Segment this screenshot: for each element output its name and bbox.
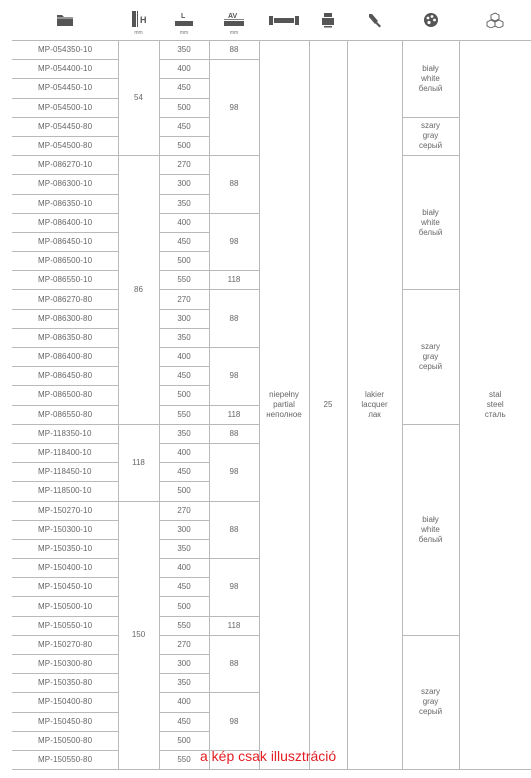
multiline-text: серый: [418, 362, 443, 372]
folder-icon: [56, 13, 74, 27]
header-length-cell: [159, 0, 209, 40]
product-code: MP-150400-80: [12, 693, 118, 712]
multiline-text: szary: [420, 121, 441, 131]
multiline-text: stal: [489, 390, 502, 400]
multiline-text: серый: [418, 141, 443, 151]
length-value: 400: [159, 443, 209, 462]
av-value: 88: [209, 290, 259, 348]
length-value: 450: [159, 79, 209, 98]
product-code: MP-118450-10: [12, 463, 118, 482]
length-value: 450: [159, 367, 209, 386]
product-code: MP-118500-10: [12, 482, 118, 501]
av-value: 98: [209, 693, 259, 751]
length-value: 350: [159, 194, 209, 213]
av-value: 118: [209, 405, 259, 424]
multiline-text: lakier: [364, 390, 385, 400]
multiline-text: steel: [486, 400, 504, 410]
av-value: 88: [209, 501, 259, 559]
product-code: MP-118350-10: [12, 424, 118, 443]
color-value: [402, 290, 459, 424]
product-code: MP-086350-80: [12, 328, 118, 347]
product-code: MP-150300-10: [12, 520, 118, 539]
color-value: [402, 424, 459, 635]
length-letter: L: [181, 13, 186, 20]
length-value: 400: [159, 559, 209, 578]
length-value: 550: [159, 750, 209, 769]
product-code: MP-086300-10: [12, 175, 118, 194]
material-cubes-icon: [485, 12, 505, 28]
product-code: MP-086550-10: [12, 271, 118, 290]
multiline-text: белый: [418, 227, 443, 237]
color-palette-icon: [423, 12, 439, 28]
product-code: MP-150500-80: [12, 731, 118, 750]
header-color-cell: [402, 0, 459, 40]
product-code: MP-086450-80: [12, 367, 118, 386]
length-value: 550: [159, 405, 209, 424]
multiline-text: szary: [420, 342, 441, 352]
length-value: 450: [159, 117, 209, 136]
length-value: 270: [159, 635, 209, 654]
product-code: MP-150270-10: [12, 501, 118, 520]
av-value: 98: [209, 443, 259, 501]
height-value: 118: [118, 424, 159, 501]
length-value: 270: [159, 290, 209, 309]
av-value: 118: [209, 616, 259, 635]
length-value: 350: [159, 539, 209, 558]
product-code: MP-054450-10: [12, 79, 118, 98]
length-value: 300: [159, 655, 209, 674]
color-value: [402, 41, 459, 118]
length-value: 400: [159, 348, 209, 367]
multiline-text: белый: [418, 534, 443, 544]
product-code: MP-086500-10: [12, 252, 118, 271]
product-code: MP-086550-80: [12, 405, 118, 424]
product-code: MP-150400-10: [12, 559, 118, 578]
product-table: [12, 40, 531, 770]
av-value: 98: [209, 559, 259, 617]
length-value: 300: [159, 175, 209, 194]
color-value: [402, 156, 459, 290]
length-value: 270: [159, 156, 209, 175]
multiline-text: серый: [418, 707, 443, 717]
product-code: MP-086270-10: [12, 156, 118, 175]
length-value: 400: [159, 60, 209, 79]
product-code: MP-086300-80: [12, 309, 118, 328]
header-extension-cell: [259, 0, 309, 40]
multiline-text: gray: [422, 131, 439, 141]
av-value: 88: [209, 156, 259, 214]
finish-value: [347, 41, 402, 770]
product-code: MP-150350-80: [12, 674, 118, 693]
header-av-cell: [209, 0, 259, 40]
length-value: 550: [159, 616, 209, 635]
multiline-text: white: [421, 524, 440, 534]
product-code: MP-118400-10: [12, 443, 118, 462]
length-value: 450: [159, 578, 209, 597]
table-header: [12, 0, 531, 40]
product-code: MP-086450-10: [12, 232, 118, 251]
product-code: MP-086400-80: [12, 348, 118, 367]
product-code: MP-086400-10: [12, 213, 118, 232]
length-value: 350: [159, 674, 209, 693]
multiline-text: szary: [420, 687, 441, 697]
product-code: MP-054500-80: [12, 136, 118, 155]
length-value: 300: [159, 309, 209, 328]
product-code: MP-054450-80: [12, 117, 118, 136]
capacity-value: 25: [309, 41, 347, 770]
product-code: MP-150550-10: [12, 616, 118, 635]
av-value: 98: [209, 348, 259, 406]
multiline-text: неполное: [266, 410, 302, 420]
product-code: MP-086270-80: [12, 290, 118, 309]
load-capacity-icon: [321, 12, 335, 28]
av-unit: mm: [229, 30, 239, 36]
length-value: 500: [159, 386, 209, 405]
length-value: 500: [159, 731, 209, 750]
length-value: 500: [159, 597, 209, 616]
product-code: MP-054500-10: [12, 98, 118, 117]
height-value: 150: [118, 501, 159, 770]
product-code: MP-150300-80: [12, 655, 118, 674]
extension-icon: [268, 13, 300, 27]
av-value: 88: [209, 424, 259, 443]
multiline-text: gray: [422, 352, 439, 362]
header-finish-cell: [347, 0, 402, 40]
av-value: 98: [209, 60, 259, 156]
length-value: 500: [159, 482, 209, 501]
length-value: 500: [159, 136, 209, 155]
header-code-cell: [12, 0, 118, 40]
multiline-text: лак: [368, 410, 381, 420]
length-icon: [173, 10, 195, 30]
product-code: MP-150450-80: [12, 712, 118, 731]
header-capacity-cell: [309, 0, 347, 40]
product-code: MP-150550-80: [12, 750, 118, 769]
product-code: MP-086500-80: [12, 386, 118, 405]
multiline-text: biały: [422, 207, 439, 217]
length-value: 450: [159, 232, 209, 251]
color-value: [402, 117, 459, 155]
multiline-text: biały: [422, 63, 439, 73]
av-icon: [222, 10, 246, 30]
length-value: 270: [159, 501, 209, 520]
product-code: MP-150350-10: [12, 539, 118, 558]
product-code: MP-086350-10: [12, 194, 118, 213]
multiline-text: сталь: [484, 410, 506, 420]
length-value: 350: [159, 328, 209, 347]
material-value: [459, 41, 531, 770]
height-letter: H: [139, 15, 146, 25]
length-value: 500: [159, 98, 209, 117]
length-value: 450: [159, 463, 209, 482]
av-value: 118: [209, 271, 259, 290]
av-value: 88: [209, 635, 259, 693]
height-value: 86: [118, 156, 159, 425]
multiline-text: niepełny: [269, 390, 299, 400]
illustration-caption: a kép csak illusztráció: [200, 748, 337, 764]
length-value: 350: [159, 424, 209, 443]
multiline-text: biały: [422, 514, 439, 524]
length-unit: mm: [179, 30, 189, 36]
height-unit: mm: [134, 30, 143, 36]
av-value: 98: [209, 213, 259, 271]
length-value: 350: [159, 41, 209, 60]
length-value: 400: [159, 213, 209, 232]
height-icon: [128, 9, 150, 31]
multiline-text: gray: [422, 697, 439, 707]
height-value: 54: [118, 41, 159, 156]
product-code: MP-054350-10: [12, 41, 118, 60]
product-code: MP-054400-10: [12, 60, 118, 79]
header-height-cell: [118, 0, 159, 40]
av-value: 88: [209, 41, 259, 60]
length-value: 450: [159, 712, 209, 731]
header-material-cell: [459, 0, 531, 40]
multiline-text: partial: [273, 400, 295, 410]
multiline-text: white: [421, 73, 440, 83]
length-value: 550: [159, 271, 209, 290]
product-code: MP-150450-10: [12, 578, 118, 597]
length-value: 300: [159, 520, 209, 539]
finish-brush-icon: [367, 12, 383, 28]
multiline-text: белый: [418, 83, 443, 93]
multiline-text: lacquer: [361, 400, 388, 410]
product-code: MP-150270-80: [12, 635, 118, 654]
extension-value: [259, 41, 309, 770]
table-row: [12, 41, 531, 60]
length-value: 400: [159, 693, 209, 712]
product-code: MP-150500-10: [12, 597, 118, 616]
color-value: [402, 635, 459, 769]
multiline-text: white: [421, 217, 440, 227]
length-value: 500: [159, 252, 209, 271]
av-letter: AV: [228, 13, 238, 20]
